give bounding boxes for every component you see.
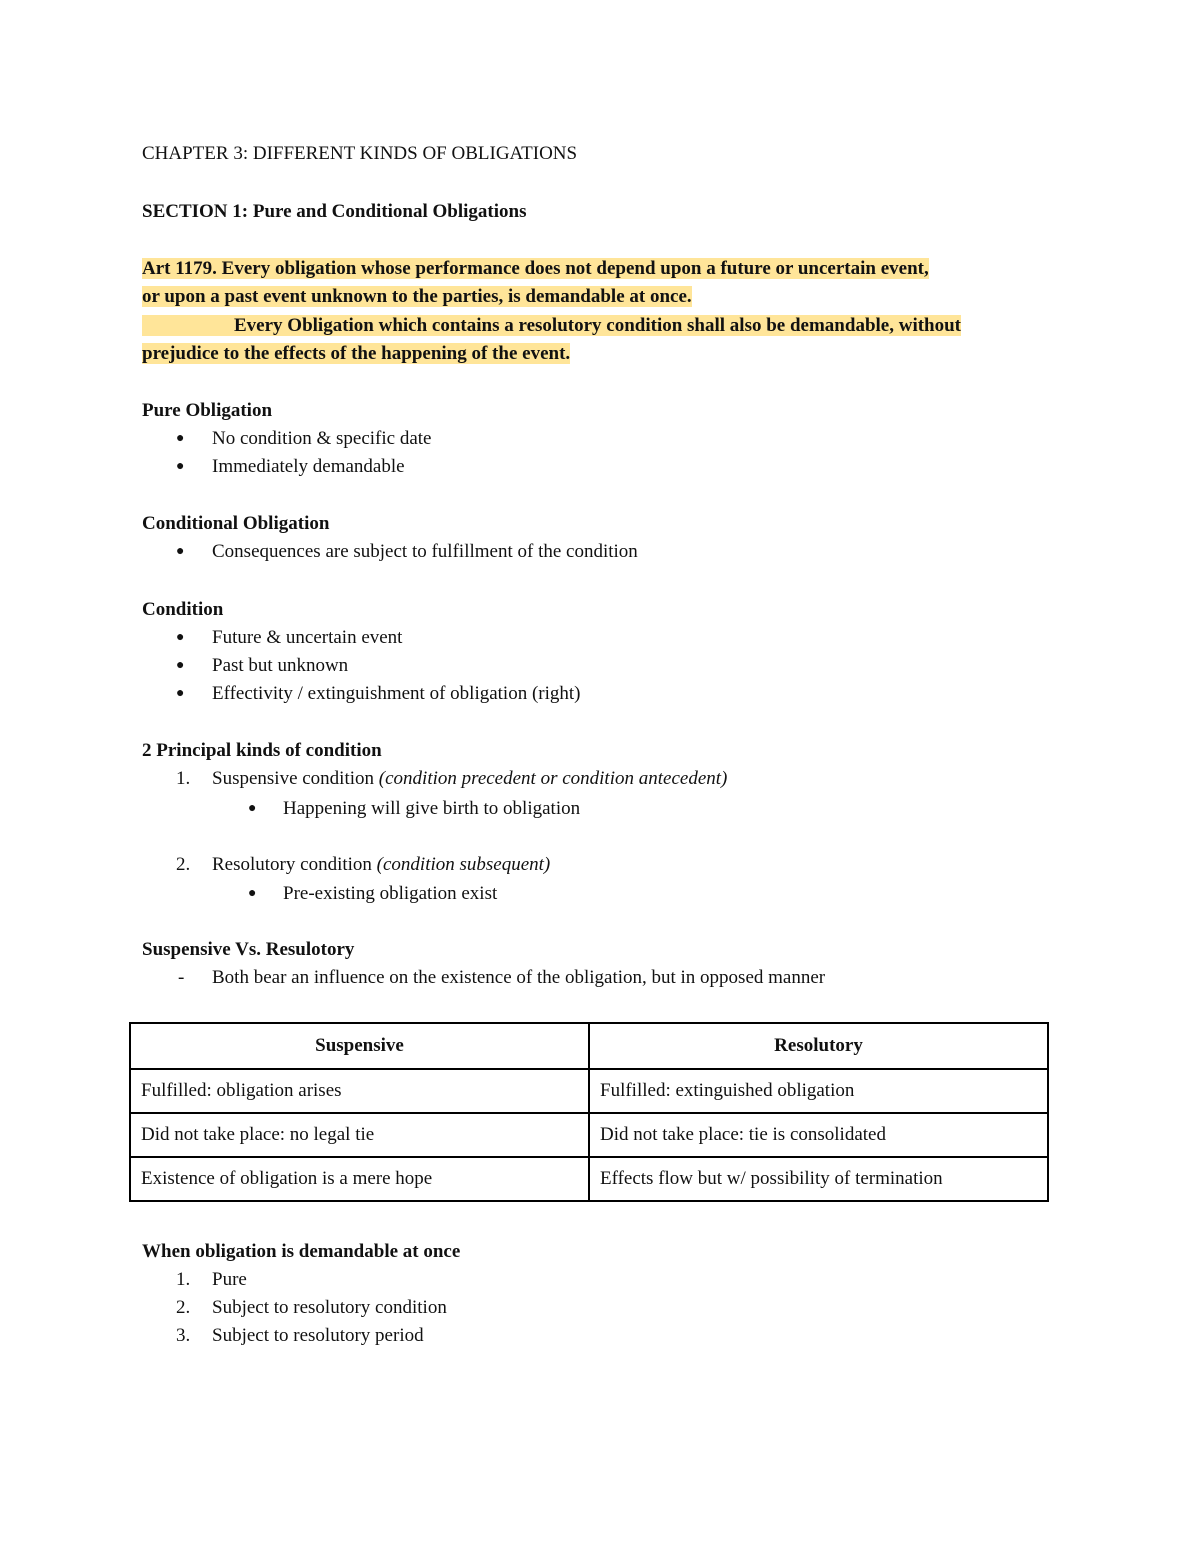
table-row — [130, 1069, 1048, 1113]
conditional-item-1: Consequences are subject to fulfillment of the condition — [212, 541, 638, 562]
list-number: 2. — [176, 854, 191, 875]
article-line-4: prejudice to the effects of the happening of the event. — [142, 343, 571, 365]
principal-item-2: Resolutory condition (condition subsequent) — [212, 854, 551, 875]
list-number: 1. — [176, 768, 191, 789]
condition-item-1: Future & uncertain event — [212, 627, 403, 648]
table-row — [130, 1113, 1048, 1157]
list-number: 3. — [176, 1325, 191, 1346]
bullet-icon: ● — [248, 886, 257, 901]
comparison-table — [129, 1022, 1049, 1202]
chapter-title: CHAPTER 3: DIFFERENT KINDS OF OBLIGATIONS — [142, 143, 578, 164]
table-cell: Existence of obligation is a mere hope — [130, 1157, 589, 1201]
versus-note: Both bear an influence on the existence of the obligation, but in opposed manner — [212, 967, 826, 988]
conditional-heading: Conditional Obligation — [142, 513, 330, 534]
demandable-heading: When obligation is demandable at once — [142, 1241, 461, 1262]
table-row — [130, 1157, 1048, 1201]
list-number: 1. — [176, 1269, 191, 1290]
article-line-1: Art 1179. Every obligation whose performance does not depend upon a future or uncertain event, — [142, 258, 929, 279]
table-cell: Fulfilled: extinguished obligation — [589, 1069, 1048, 1113]
table-cell: Did not take place: tie is consolidated — [589, 1113, 1048, 1157]
table-cell: Fulfilled: obligation arises — [130, 1069, 589, 1113]
condition-heading: Condition — [142, 599, 224, 620]
table-header-row — [130, 1023, 1048, 1069]
table-header: Suspensive — [130, 1023, 589, 1069]
principal-item-1: Suspensive condition (condition precedent or condition antecedent) — [212, 768, 728, 789]
demandable-item-2: Subject to resolutory condition — [212, 1297, 447, 1318]
bullet-icon: ● — [176, 630, 185, 645]
bullet-icon: ● — [176, 686, 185, 701]
table-cell: Effects flow but w/ possibility of termination — [589, 1157, 1048, 1201]
section-title: SECTION 1: Pure and Conditional Obligations — [142, 201, 527, 222]
bullet-icon: ● — [176, 544, 185, 559]
article-line-3: Every Obligation which contains a resolutory condition shall also be demandable, without — [142, 315, 961, 336]
demandable-item-3: Subject to resolutory period — [212, 1325, 424, 1346]
demandable-item-1: Pure — [212, 1269, 247, 1290]
bullet-icon: ● — [248, 801, 257, 816]
dash-marker: - — [178, 967, 185, 988]
bullet-icon: ● — [176, 459, 185, 474]
bullet-icon: ● — [176, 658, 185, 673]
table-header: Resolutory — [589, 1023, 1048, 1069]
principal-subitem-2: Pre-existing obligation exist — [283, 883, 498, 904]
pure-heading: Pure Obligation — [142, 400, 273, 421]
table-cell: Did not take place: no legal tie — [130, 1113, 589, 1157]
pure-item-1: No condition & specific date — [212, 428, 432, 449]
versus-heading: Suspensive Vs. Resulotory — [142, 939, 355, 960]
condition-item-2: Past but unknown — [212, 655, 349, 676]
list-number: 2. — [176, 1297, 191, 1318]
bullet-icon: ● — [176, 431, 185, 446]
article-line-2: or upon a past event unknown to the parties, is demandable at once. — [142, 286, 692, 308]
pure-item-2: Immediately demandable — [212, 456, 405, 477]
article-1179 — [142, 255, 1060, 369]
principal-subitem-1: Happening will give birth to obligation — [283, 798, 581, 819]
principal-heading: 2 Principal kinds of condition — [142, 740, 382, 761]
condition-item-3: Effectivity / extinguishment of obligation (right) — [212, 683, 581, 704]
